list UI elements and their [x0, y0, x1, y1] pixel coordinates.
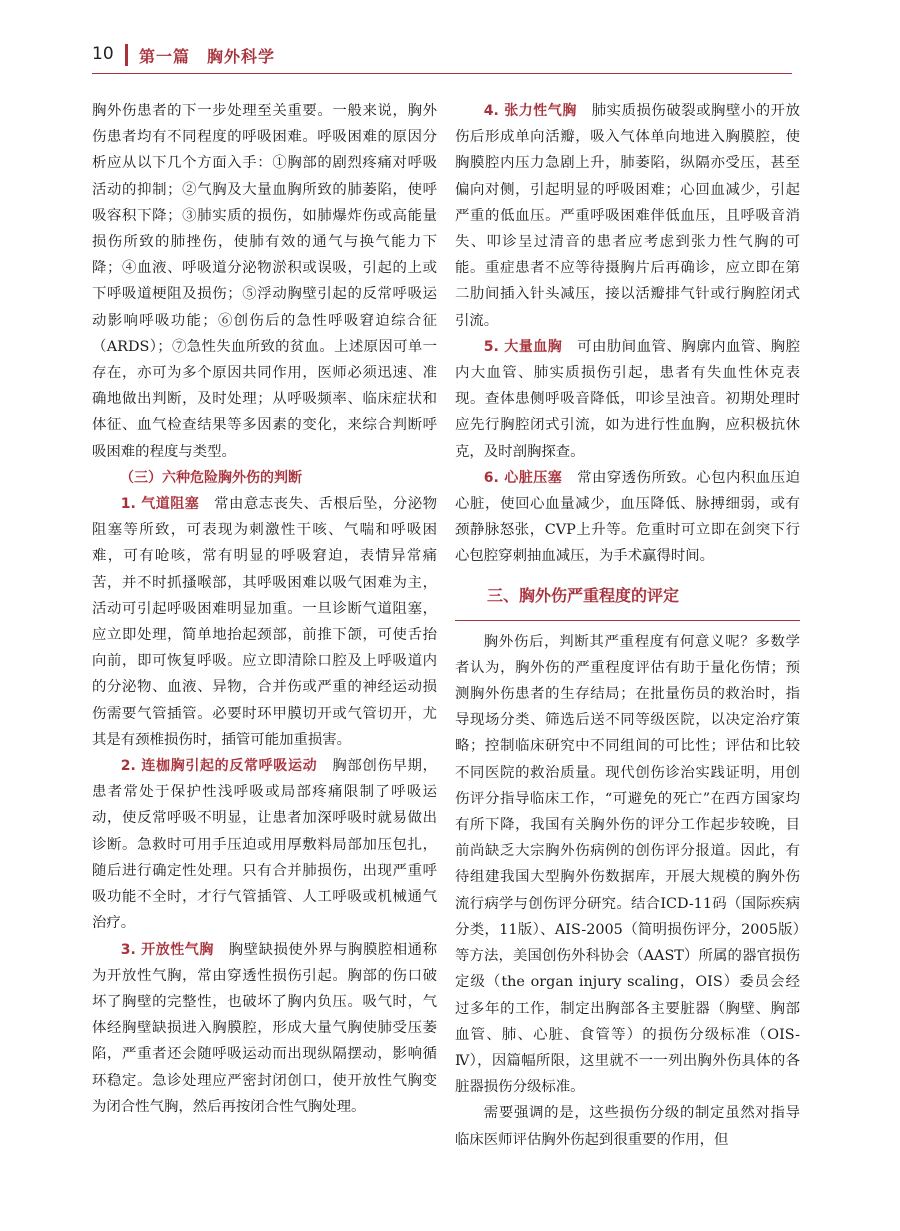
- item-title: 3. 开放性气胸: [120, 941, 214, 958]
- item-massive-hemothorax: [455, 334, 800, 465]
- subsection-heading: （三）六种危险胸外伤的判断: [120, 469, 302, 486]
- item-title: 5. 大量血胸: [483, 338, 563, 355]
- page-number: 10: [92, 44, 114, 64]
- item-airway-obstruction: [92, 491, 437, 753]
- section-rule: [455, 620, 800, 621]
- item-tension-pneumothorax: [455, 98, 800, 334]
- header-divider: [125, 44, 128, 66]
- section-heading: 三、胸外伤严重程度的评定: [487, 585, 680, 605]
- paragraph: 需要强调的是，这些损伤分级的制定虽然对指导临床医师评估胸外伤起到很重要的作用，但: [455, 1105, 800, 1148]
- item-title: 4. 张力性气胸: [483, 103, 577, 119]
- header-rule: [92, 73, 792, 74]
- item-text: 常由穿透伤所致。心包内积血压迫心脏，使回心血量减少，血压降低、脉搏细弱，或有颈静脉怒张，CVP上升等。危重时可立即在剑突下行心包腔穿刺抽血减压，为手术赢得时间。: [455, 469, 800, 565]
- item-text: 肺实质损伤破裂或胸壁小的开放伤后形成单向活瓣，吸入气体单向地进入胸膜腔，使胸膜腔内压力急剧上升，肺萎陷，纵隔亦受压，甚至偏向对侧，引起明显的呼吸困难；心回血减少，引起严重的低血压。严重呼吸困难伴低血压，且呼吸音消失、叩诊呈过清音的患者应考虑到张力性气胸的可能。重症患者不应等待摄胸片后再确诊，应立即在第二肋间插入针头减压，接以活瓣排气针或行胸腔闭式引流。: [455, 103, 800, 329]
- item-cardiac-tamponade: [455, 465, 800, 570]
- item-text: 常由意志丧失、舌根后坠，分泌物阻塞等所致，可表现为刺激性干咳、气喘和呼吸困难，可有呛咳，常有明显的呼吸窘迫，表情异常痛苦，并不时抓搔喉部，其呼吸困难以吸气困难为主，活动可引起呼吸困难明显加重。一旦诊断气道阻塞，应立即处理，简单地抬起颈部，前推下颌，可使舌抬向前，即可恢复呼吸。应立即清除口腔及上呼吸道内的分泌物、血液、异物，合并伤或严重的神经运动损伤需要气管插管。必要时环甲膜切开或气管切开，尤其是有颈椎损伤时，插管可能加重损害。: [92, 496, 437, 748]
- item-title: 2. 连枷胸引起的反常呼吸运动: [120, 758, 318, 775]
- item-title: 6. 心脏压塞: [483, 469, 563, 486]
- paragraph: 胸外伤患者的下一步处理至关重要。一般来说，胸外伤患者均有不同程度的呼吸困难。呼吸困难的原因分析应从以下几个方面入手：①胸部的剧烈疼痛对呼吸活动的抑制；②气胸及大量血胸所致的肺萎陷，使呼吸容积下降；③肺实质的损伤，如肺爆炸伤或高能量损伤所致的肺挫伤，使肺有效的通气与换气能力下降；④血液、呼吸道分泌物淤积或误吸，引起的上或下呼吸道梗阻及损伤；⑤浮动胸壁引起的反常呼吸运动影响呼吸功能；⑥创伤后的急性呼吸窘迫综合征（ARDS）；⑦急性失血所致的贫血。上述原因可单一存在，亦可为多个原因共同作用，医师必须迅速、准确地做出判断，及时处理；从呼吸频率、临床症状和体征、血气检查结果等多因素的变化，来综合判断呼吸困难的程度与类型。: [92, 103, 437, 460]
- item-text: 胸部创伤早期，患者常处于保护性浅呼吸或局部疼痛限制了呼吸运动，使反常呼吸不明显，让患者加深呼吸时就易做出诊断。急救时可用手压迫或用厚敷料局部加压包扎，随后进行确定性处理。只有合并肺损伤，出现严重呼吸功能不全时，才行气管插管、人工呼吸或机械通气治疗。: [92, 758, 437, 932]
- paragraph: 胸外伤后，判断其严重程度有何意义呢？多数学者认为，胸外伤的严重程度评估有助于量化伤情；预测胸外伤患者的生存结局；在批量伤员的救治时，指导现场分类、筛选后送不同等级医院，以决定治疗策略；控制临床研究中不同组间的可比性；评估和比较不同医院的救治质量。现代创伤诊治实践证明，用创伤评分指导临床工作，“可避免的死亡”在西方国家均有所下降，我国有关胸外伤的评分工作起步较晚，目前尚缺乏大宗胸外伤病例的创伤评分报道。因此，有待组建我国大型胸外伤数据库，开展大规模的胸外伤流行病学与创伤评分研究。结合ICD-11码（国际疾病分类，11版）、AIS-2005（简明损伤评分，2005版）等方法，美国创伤外科协会（AAST）所属的器官损伤定级（the organ injury scaling，OIS）委员会经过多年的工作，制定出胸部各主要脏器（胸壁、胸部血管、肺、心脏、食管等）的损伤分级标准（OIS-Ⅳ），因篇幅所限，这里就不一一列出胸外伤具体的各脏器损伤分级标准。: [455, 633, 800, 1096]
- item-flail-chest: [92, 753, 437, 936]
- right-column: [455, 98, 800, 1153]
- left-column: [92, 98, 437, 1120]
- item-text: 可由肋间血管、胸廓内血管、胸腔内大血管、肺实质损伤引起，患者有失血性休克表现。查体患侧呼吸音降低，叩诊呈浊音。初期处理时应先行胸腔闭式引流，如为进行性血胸，应积极抗休克，及时剖胸探查。: [455, 338, 800, 460]
- part-title: 第一篇 胸外科学: [139, 47, 276, 66]
- running-header: [0, 0, 900, 74]
- item-open-pneumothorax: [92, 937, 437, 1120]
- item-title: 1. 气道阻塞: [120, 496, 200, 513]
- item-text: 胸壁缺损使外界与胸膜腔相通称为开放性气胸，常由穿透性损伤引起。胸部的伤口破坏了胸壁的完整性，也破坏了胸内负压。吸气时，气体经胸壁缺损进入胸膜腔，形成大量气胸使肺受压萎陷，严重者还会随呼吸运动而出现纵隔摆动，影响循环稳定。急诊处理应严密封闭创口，使开放性气胸变为闭合性气胸，然后再按闭合性气胸处理。: [92, 941, 437, 1115]
